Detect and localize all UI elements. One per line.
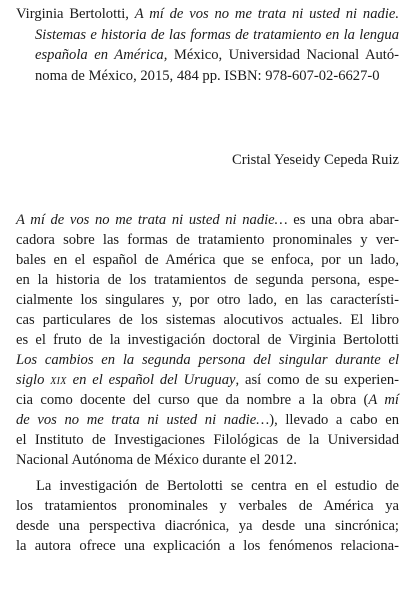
para1-line (16, 413, 399, 428)
para2-line (16, 539, 399, 554)
para1-line (16, 373, 399, 388)
text-run: de vos no me trata ni usted ni nadie… (16, 412, 270, 428)
text-run: es una obra abar- (287, 212, 399, 228)
text-run: el Instituto de Investigaciones Filológicas de la Universidad (16, 432, 399, 448)
para1-line (16, 273, 399, 288)
para1-line (16, 213, 399, 228)
para1-line (16, 393, 399, 408)
text-run: española en América, (35, 47, 168, 63)
para1-line (16, 253, 399, 268)
text-run: Nacional Autónoma de México durante el 2012. (16, 452, 297, 468)
para1-line (16, 293, 399, 308)
text-run: los tratamientos pronominales y verbales de América ya (16, 498, 399, 514)
citation-line (16, 7, 399, 22)
text-run: , así como de su experien- (235, 372, 399, 388)
para2-line (16, 519, 399, 534)
text-run: noma de México, 2015, 484 pp. ISBN: 978-607-02-6627-0 (35, 68, 380, 84)
text-run: México, Universidad Nacional Autó- (167, 47, 399, 63)
text-run: ), llevado a cabo en (269, 412, 399, 428)
text-run: bales en el español de América que se enfoca, por un lado, (16, 252, 399, 268)
para1-line (16, 433, 399, 448)
text-run: xix (50, 372, 67, 388)
text-run: la autora ofrece una explicación a los fenómenos relaciona- (16, 538, 399, 554)
text-run: desde una perspectiva diacrónica, ya desde una sincrónica; (16, 518, 399, 534)
text-run: Virginia Bertolotti, (16, 6, 135, 22)
citation-line (35, 69, 380, 84)
text-run: Sistemas e historia de las formas de tratamiento en la lengua (35, 27, 399, 43)
para1-line (16, 333, 399, 348)
text-run: cia como docente del curso que da nombre a la obra ( (16, 392, 369, 408)
para1-line (16, 453, 297, 468)
citation-line (35, 48, 399, 63)
text-run: A mí de vos no me trata ni usted ni nadie… (16, 212, 288, 228)
para2-line (36, 479, 399, 494)
text-run: cialmente los singulares y, por otro lado, en las característi- (16, 292, 399, 308)
text-run: siglo (16, 372, 51, 388)
text-run: en el español del Uruguay (66, 372, 236, 388)
text-run: en la historia de los tratamientos de segunda persona, espe- (16, 272, 399, 288)
text-run: Los cambios en la segunda persona del singular durante el (16, 352, 399, 368)
text-run: La investigación de Bertolotti se centra en el estudio de (36, 478, 399, 494)
text-run: cadora sobre las formas de tratamiento pronominales y ver- (16, 232, 399, 248)
para1-line (16, 353, 399, 368)
text-run: A mí (368, 392, 399, 408)
citation-line (35, 28, 399, 43)
para2-line (16, 499, 399, 514)
para1-line (16, 313, 399, 328)
text-run: es el fruto de la investigación doctoral de Virginia Bertolotti (16, 332, 399, 348)
para1-line (16, 233, 399, 248)
text-run: A mí de vos no me trata ni usted ni nadie. (134, 6, 399, 22)
text-run: cas particulares de los sistemas alocutivos actuales. El libro (16, 312, 399, 328)
reviewer-name: Cristal Yeseidy Cepeda Ruiz (231, 152, 399, 168)
